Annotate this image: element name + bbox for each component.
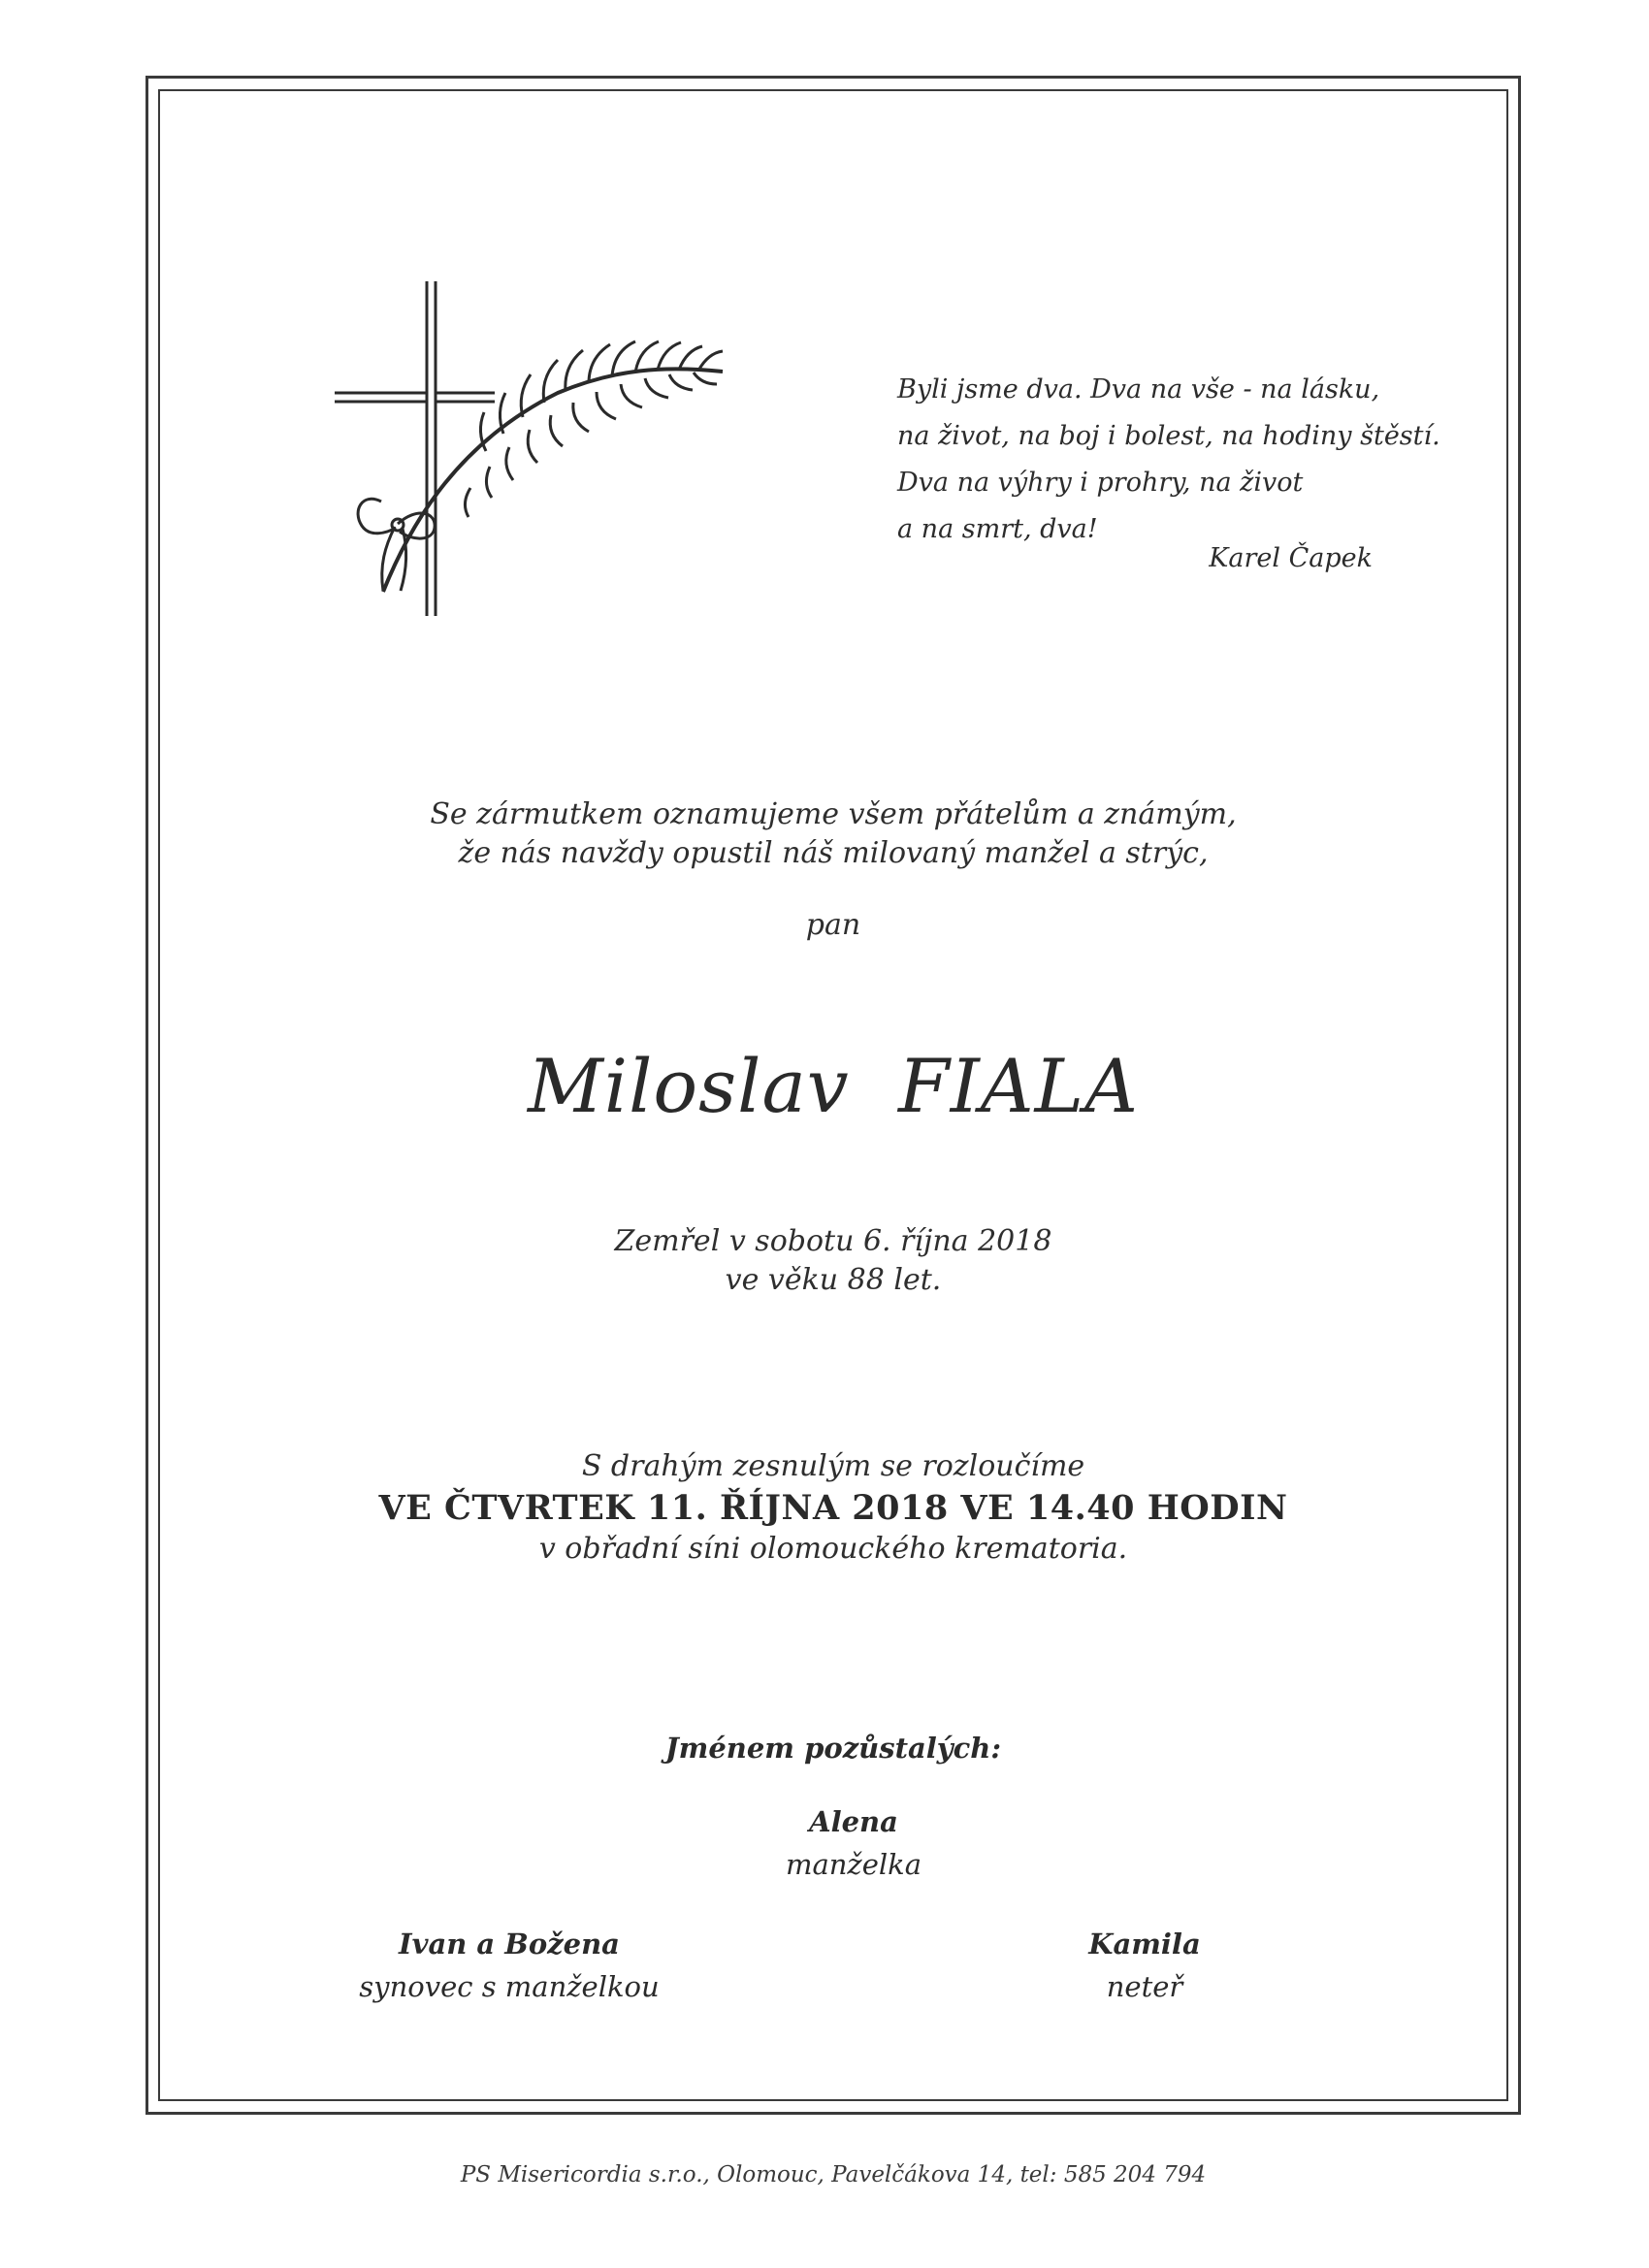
farewell-datetime: VE ČTVRTEK 11. ŘÍJNA 2018 VE 14.40 HODIN: [378, 1488, 1288, 1528]
deceased-name: [158, 1043, 1508, 1129]
quote-line: Byli jsme dva. Dva na vše - na lásku,: [897, 374, 1380, 405]
announcement: [158, 795, 1508, 873]
farewell-place: v obřadní síni olomouckého krematoria.: [538, 1532, 1128, 1566]
cross-palm-icon: [325, 276, 732, 626]
survivor-relation: synovec s manželkou: [359, 1970, 660, 2003]
quote-author: Karel Čapek: [1209, 543, 1373, 573]
quote-line: na život, na boj i bolest, na hodiny štěstí.: [897, 421, 1440, 451]
farewell-block: [158, 1447, 1508, 1569]
death-age: ve věku 88 let.: [725, 1263, 942, 1297]
honorific: pan: [805, 908, 861, 942]
survivor-nephew: [291, 1923, 728, 2008]
last-name: FIALA: [898, 1043, 1140, 1129]
survivor-niece: [999, 1923, 1290, 2008]
survivor-relation: neteř: [1106, 1970, 1183, 2003]
death-info: [158, 1222, 1508, 1300]
survivor-name: Kamila: [1088, 1928, 1201, 1960]
survivor-spouse: [660, 1800, 1048, 1886]
first-name: Miloslav: [527, 1043, 850, 1129]
survivor-relation: manželka: [785, 1848, 922, 1881]
survivor-name: Alena: [809, 1805, 898, 1838]
footer-funeral-service: PS Misericordia s.r.o., Olomouc, Pavelčákova 14, tel: 585 204 794: [460, 2162, 1207, 2187]
farewell-intro: S drahým zesnulým se rozloučíme: [581, 1449, 1085, 1483]
quote-line: a na smrt, dva!: [897, 514, 1098, 544]
announcement-line-1: Se zármutkem oznamujeme všem přátelům a známým,: [430, 797, 1237, 831]
survivors-heading: Jménem pozůstalých:: [664, 1732, 1002, 1765]
death-date: Zemřel v sobotu 6. října 2018: [614, 1224, 1052, 1258]
survivor-name: Ivan a Božena: [399, 1928, 620, 1960]
announcement-line-2: že nás navždy opustil náš milovaný manžel a strýc,: [458, 836, 1209, 870]
quote-line: Dva na výhry i prohry, na život: [897, 468, 1304, 498]
quote-block: [897, 367, 1440, 553]
